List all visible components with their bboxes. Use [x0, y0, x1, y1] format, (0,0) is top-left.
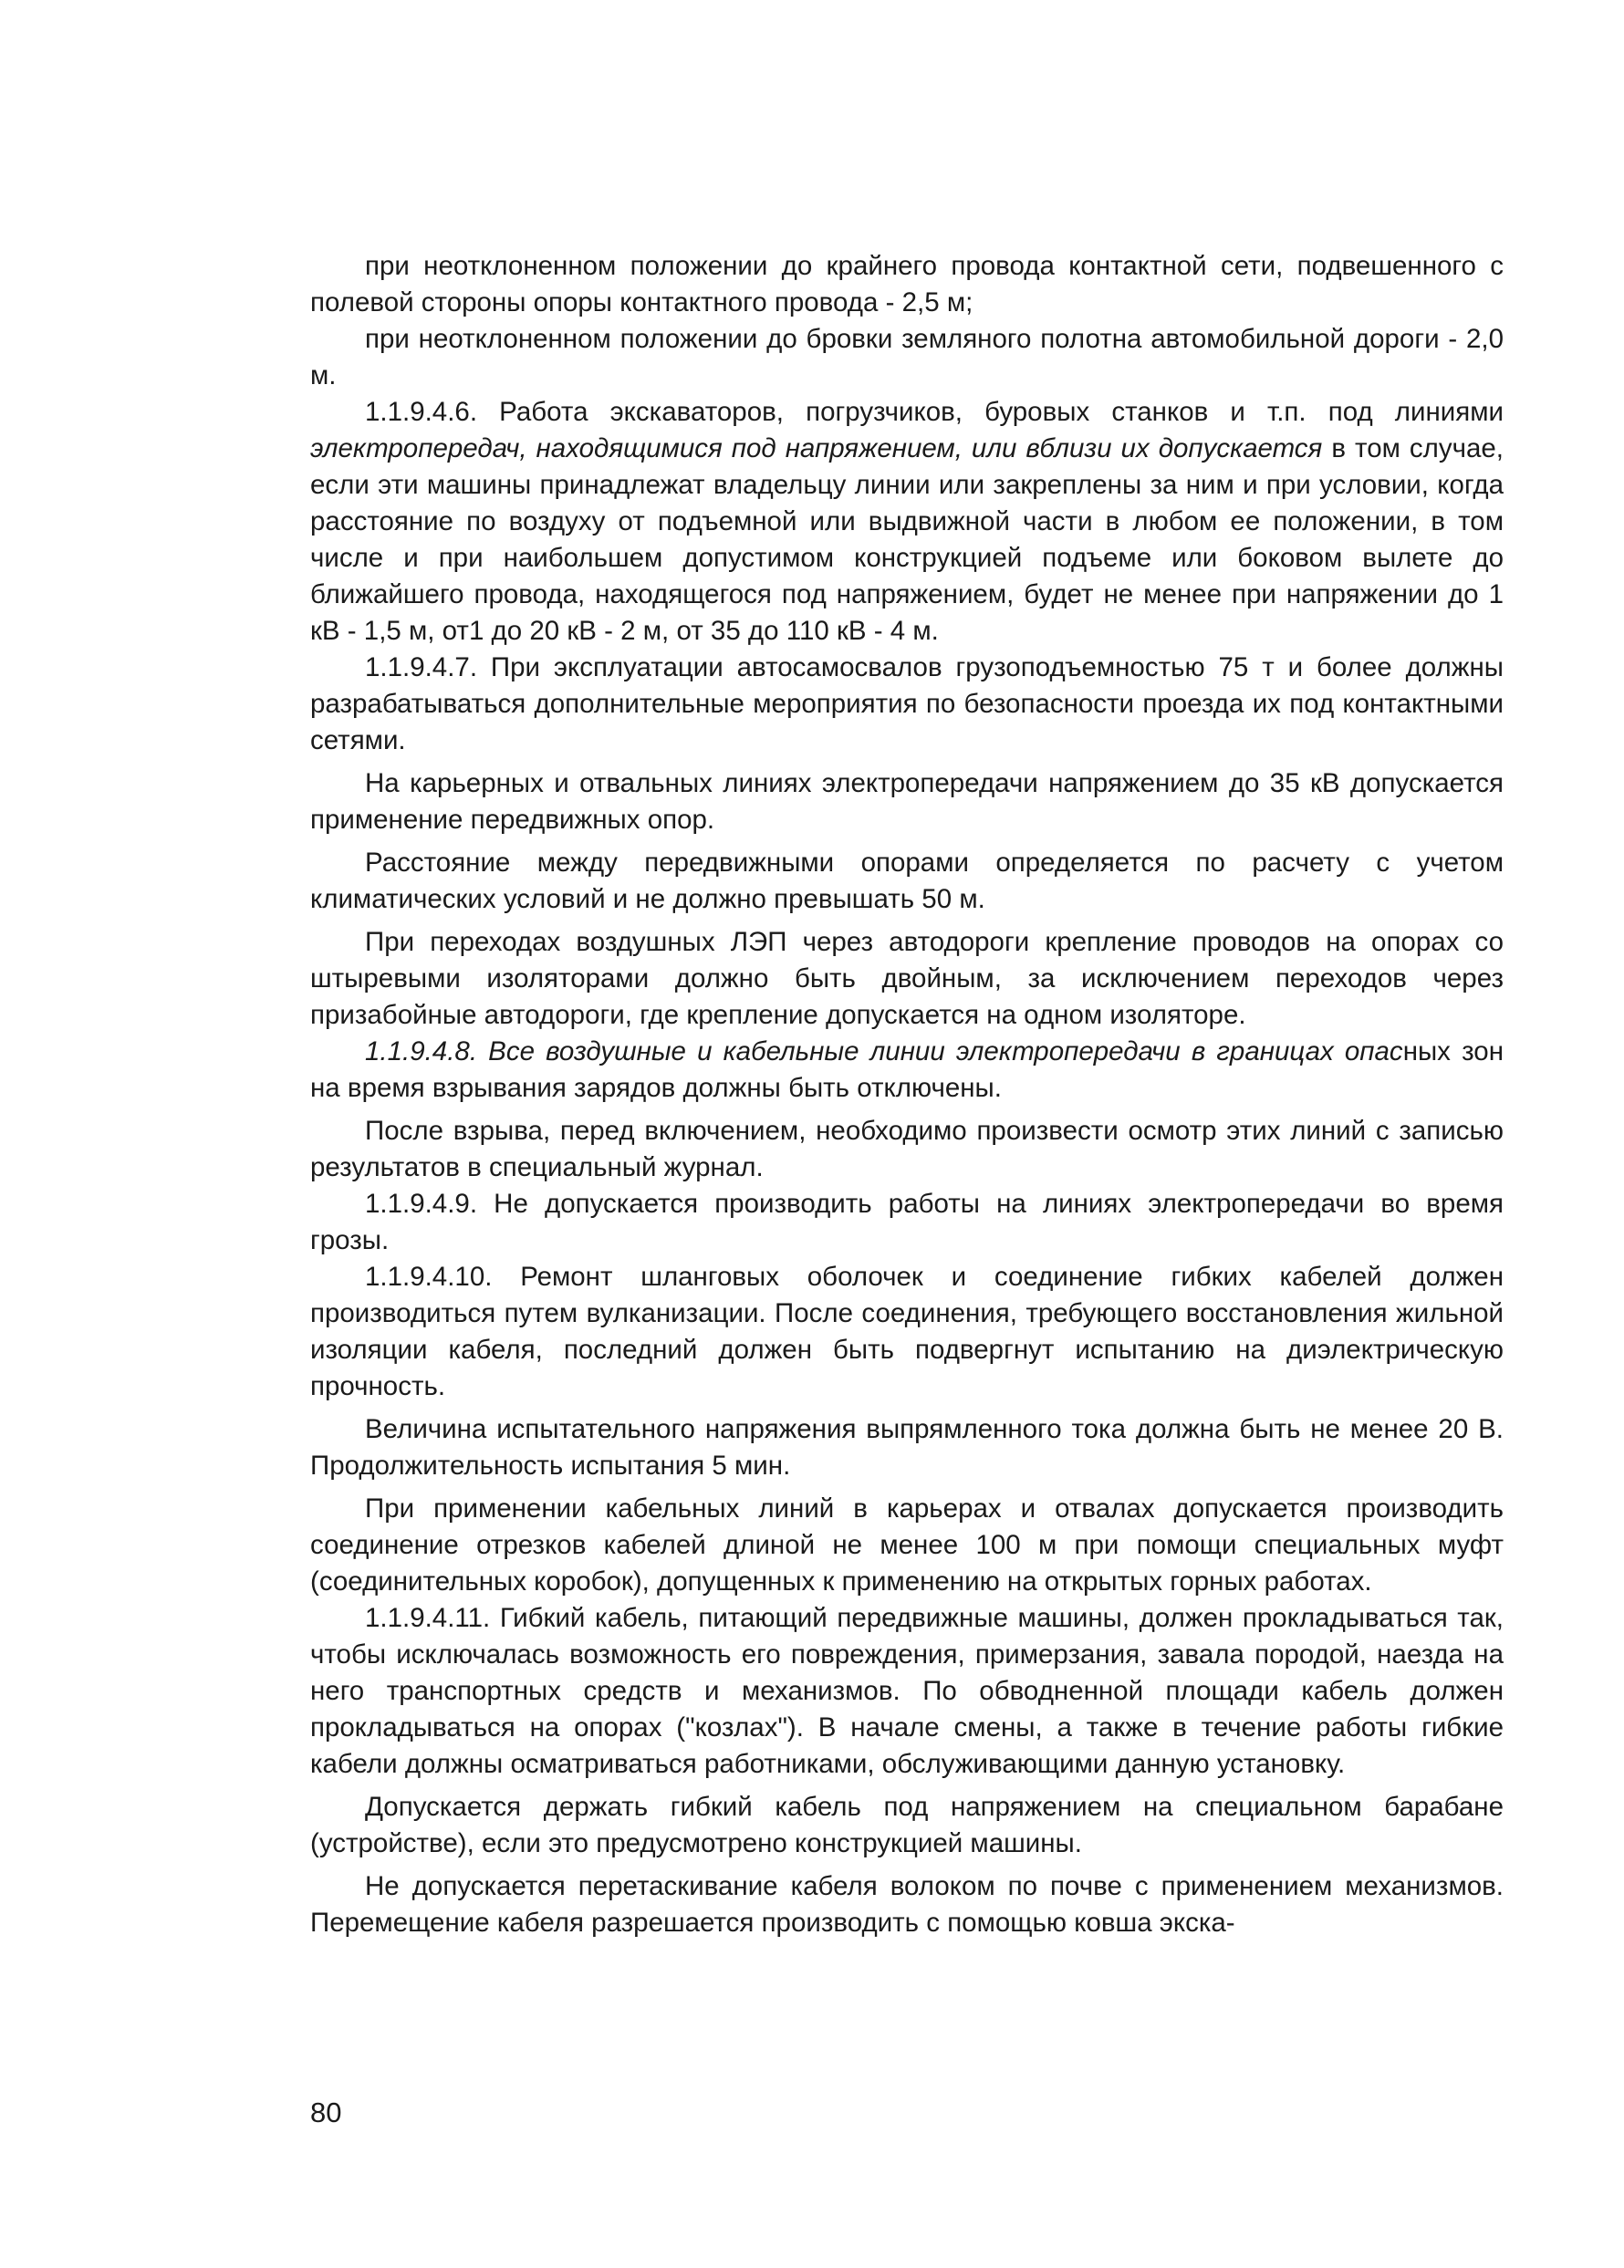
text-run: При применении кабельных линий в карьерах и отвалах допускается производить соединение отрезков кабелей длиной не менее 100 м при помощи специальных муфт (соединительных коробок), допущенных к применению на открытых горных работах. [310, 1493, 1504, 1597]
text-run: 1.1.9.4.9. Не допускается производить работы на линиях электропередачи во время грозы. [310, 1189, 1504, 1255]
paragraph [310, 1034, 1504, 1107]
paragraph [310, 1411, 1504, 1484]
paragraph [310, 650, 1504, 759]
text-run: 1.1.9.4.11. Гибкий кабель, питающий передвижные машины, должен прокладываться так, чтобы исключалась возможность его повреждения, примерзания, завала породой, наезда на него транспортных средств и механизмов. По обводненной площади кабель должен прокладываться на опорах ("козлах"). В начале смены, а также в течение работы гибкие кабели должны осматриваться работниками, обслуживающими данную установку. [310, 1603, 1504, 1779]
text-run: ных зон на время взрывания зарядов должны быть отключены. [310, 1036, 1504, 1103]
paragraph [310, 1186, 1504, 1259]
text-run: Величина испытательного напряжения выпрямленного тока должна быть не менее 20 В. Продолжительность испытания 5 мин. [310, 1414, 1504, 1481]
text-run: при неотклоненном положении до крайнего провода контактной сети, подвешенного с полевой стороны опоры контактного провода - 2,5 м; [310, 251, 1504, 317]
text-run: Не допускается перетаскивание кабеля волоком по почве с применением механизмов. Перемещение кабеля разрешается производить с помощью ковша экска- [310, 1871, 1504, 1938]
text-run: при неотклоненном положении до бровки земляного полотна автомобильной дороги - 2,0 м. [310, 324, 1504, 390]
paragraph [310, 1113, 1504, 1186]
italic-text: электропередач, находящимися под напряжением, или вблизи их допускается [310, 433, 1323, 463]
paragraph [310, 1259, 1504, 1405]
text-run: Допускается держать гибкий кабель под напряжением на специальном барабане (устройстве), если это предусмотрено конструкцией машины. [310, 1792, 1504, 1858]
text-run: 1.1.9.4.7. При эксплуатации автосамосвалов грузоподъемностью 75 т и более должны разрабатываться дополнительные мероприятия по безопасности проезда их под контактными сетями. [310, 652, 1504, 755]
text-run: На карьерных и отвальных линиях электропередачи напряжением до 35 кВ допускается применение передвижных опор. [310, 768, 1504, 835]
paragraph [310, 924, 1504, 1034]
page-number: 80 [310, 2096, 342, 2128]
document-body [310, 248, 1504, 1941]
text-run: в том случае, если эти машины принадлежат владельцу линии или закреплены за ним и при условии, когда расстояние по воздуху от подъемной или выдвижной части в любом ее положении, в том числе и при наибольшем допустимом конструкцией подъеме или боковом вылете до ближайшего провода, находящегося под напряжением, будет не менее при напряжении до 1 кВ - 1,5 м, от1 до 20 кВ - 2 м, от 35 до 110 кВ - 4 м. [310, 433, 1504, 646]
paragraph [310, 1789, 1504, 1862]
text-run: При переходах воздушных ЛЭП через автодороги крепление проводов на опорах со штыревыми изоляторами должно быть двойным, за исключением переходов через призабойные автодороги, где крепление допускается на одном изоляторе. [310, 927, 1504, 1030]
text-run: Расстояние между передвижными опорами определяется по расчету с учетом климатических условий и не должно превышать 50 м. [310, 848, 1504, 914]
paragraph [310, 845, 1504, 918]
italic-text: 1.1.9.4.8. [365, 1036, 489, 1066]
paragraph [310, 1600, 1504, 1783]
paragraph [310, 1491, 1504, 1600]
text-run: 1.1.9.4.6. Работа экскаваторов, погрузчиков, буровых станков и т.п. под линиями [365, 397, 1504, 427]
italic-text: Все воздушные и кабельные линии электропередачи в границах опас [488, 1036, 1403, 1066]
paragraph [310, 248, 1504, 321]
paragraph [310, 765, 1504, 838]
text-run: После взрыва, перед включением, необходимо произвести осмотр этих линий с записью результатов в специальный журнал. [310, 1116, 1504, 1182]
paragraph [310, 321, 1504, 394]
paragraph [310, 394, 1504, 650]
paragraph [310, 1868, 1504, 1941]
text-run: 1.1.9.4.10. Ремонт шланговых оболочек и соединение гибких кабелей должен производиться путем вулканизации. После соединения, требующего восстановления жильной изоляции кабеля, последний должен быть подвергнут испытанию на диэлектрическую прочность. [310, 1262, 1504, 1401]
